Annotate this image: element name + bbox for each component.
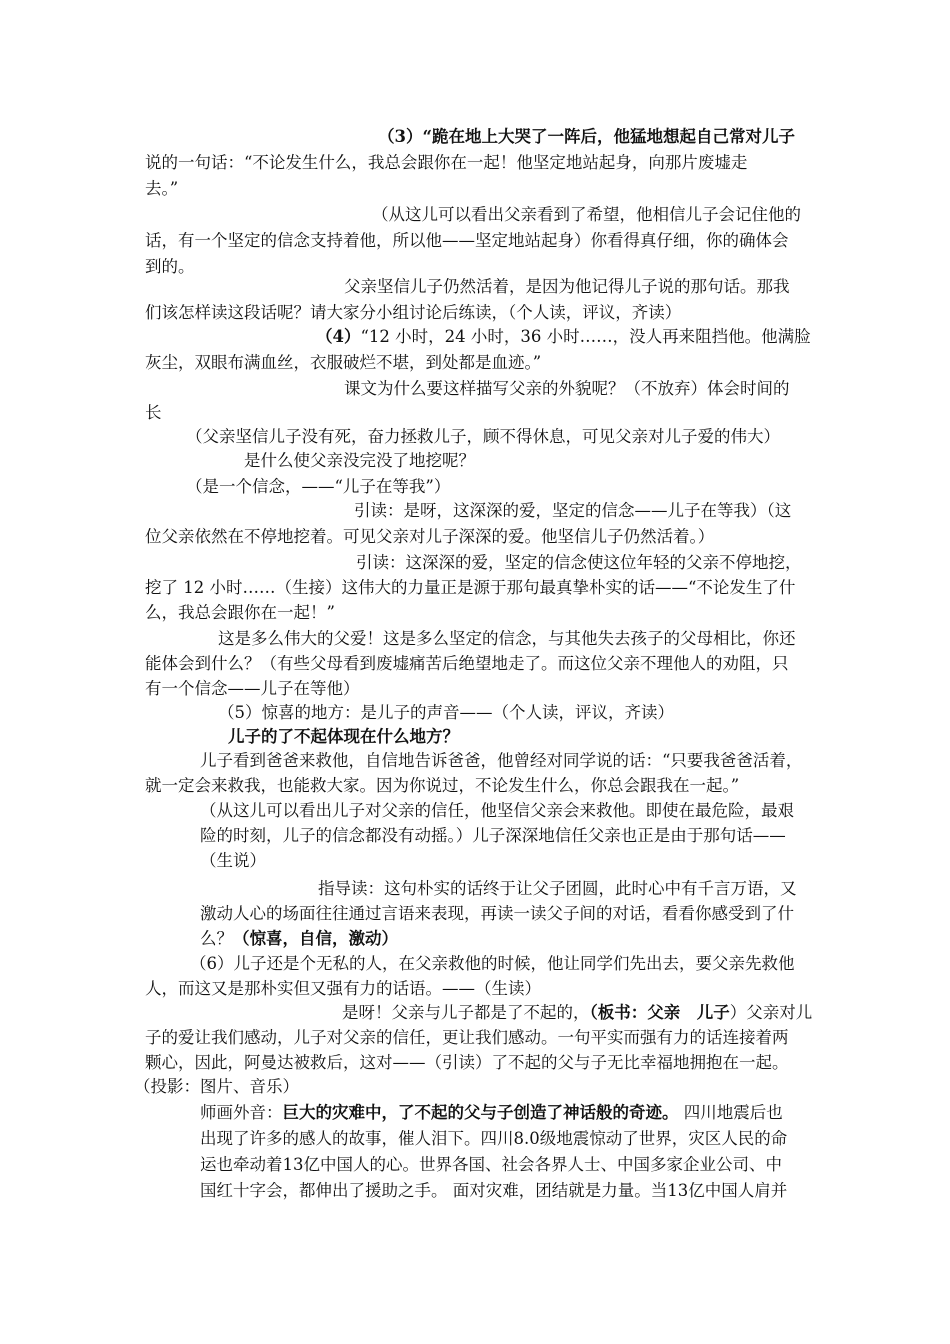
lead-read-2-line1: 引读：这深深的爱，坚定的信念使这位年轻的父亲不停地挖， [356,553,802,572]
son-trust-line1: （从这儿可以看出儿子对父亲的信任，他坚信父亲会来救他。即使在最危险，最艰 [200,801,794,820]
guided-read-line3 [200,926,398,952]
explanation-2-line1: 父亲坚信儿子仍然活着，是因为他记得儿子说的那句话。那我 [344,277,790,296]
son-section-heading: 儿子的了不起体现在什么地方？ [228,727,459,746]
summary-text-a: 是呀！父亲与儿子都是了不起的， [342,1003,590,1022]
lead-read-2-line2: 挖了 12 小时……（生接）这伟大的力量正是源于那句最真挚朴实的话——“不论发生了什 [145,578,796,597]
answer-father-belief: （父亲坚信儿子没有死，奋力拯救儿子，顾不得休息，可见父亲对儿子爱的伟大） [186,427,780,446]
paragraph-3-line1 [378,124,795,150]
lead-read-1-line1: 引读：是呀，这深深的爱，坚定的信念——儿子在等我）（这 [354,501,792,520]
fatherly-love-line2: 能体会到什么？（有些父母看到废墟痛苦后绝望地走了。而这位父亲不理他人的劝阻，只 [145,654,789,673]
explanation-1-line3: 到的。 [145,257,195,276]
voiceover-label: 师画外音： [200,1103,283,1122]
lead-read-1-line2: 位父亲依然在不停地挖着。可见父亲对儿子深深的爱。他坚信儿子仍然活着。） [145,527,715,546]
question-why-dig: 是什么使父亲没完没了地挖呢？ [244,451,475,470]
paragraph-3-text-1: （3）“跪在地上大哭了一阵后，他猛地想起自己常对儿子 [378,127,795,146]
son-trust-line3: （生说） [200,851,266,870]
blackboard-note: （板书：父亲 儿子 [589,1003,730,1022]
son-words-line1: 儿子看到爸爸来救他，自信地告诉爸爸，他曾经对同学说的话：“只要我爸爸活着， [200,751,803,770]
guided-read-question: 么？ [200,929,233,948]
paragraph-3-line2: 说的一句话：“不论发生什么，我总会跟你在一起！他坚定地站起身，向那片废墟走 [145,153,748,172]
summary-line2: 子的爱让我们感动，儿子对父亲的信任，更让我们感动。一句平实而强有力的话连接着两 [145,1028,789,1047]
guided-read-feelings: （惊喜，自信，激动） [233,929,398,948]
guided-read-line2: 激动人心的场面往往通过言语来表现，再读一读父子间的对话，看看你感受到了什 [200,904,794,923]
paragraph-4-label: （4） [316,327,361,346]
voiceover-line2: 出现了许多的感人的故事，催人泪下。四川8.0级地震惊动了世界，灾区人民的命 [200,1129,788,1148]
voiceover-emphasis: 巨大的灾难中，了不起的父与子创造了神话般的奇迹。 [282,1103,679,1122]
lead-read-2-line3: 么，我总会跟你在一起！” [145,603,335,622]
summary-line3: 颗心，因此，阿曼达被救后，这对——（引读）了不起的父与子无比幸福地拥抱在一起。 [145,1053,789,1072]
summary-text-b: ）父亲对儿 [729,1003,813,1022]
paragraph-4-quote: “12 小时，24 小时，36 小时……，没人再来阻挡他。他满脸 [360,327,811,346]
paragraph-4-line2: 灰尘，双眼布满血丝，衣服破烂不堪，到处都是血迹。” [145,353,542,372]
explanation-1-line1: （从这儿可以看出父亲看到了希望，他相信儿子会记住他的 [372,205,801,224]
explanation-2-line2: 们该怎样读这段话呢？请大家分小组讨论后练读，（个人读，评议，齐读） [145,303,682,322]
voiceover-text-a: 四川地震后也 [678,1103,783,1122]
paragraph-5: （5）惊喜的地方：是儿子的声音——（个人读，评议，齐读） [218,703,674,722]
son-trust-line2: 险的时刻，儿子的信念都没有动摇。）儿子深深地信任父亲也正是由于那句话—— [200,826,786,845]
paragraph-6-line1: （6）儿子还是个无私的人，在父亲救他的时候，他让同学们先出去，要父亲先救他 [190,954,795,973]
voiceover-line3: 运也牵动着13亿中国人的心。世界各国、社会各界人士、中国多家企业公司、中 [200,1155,782,1174]
question-appearance-line1: 课文为什么要这样描写父亲的外貌呢？（不放弃）体会时间的 [344,379,790,398]
voiceover-line4: 国红十字会，都伸出了援助之手。 面对灾难，团结就是力量。当13亿中国人肩并 [200,1181,788,1200]
summary-line4: （投影：图片、音乐） [134,1077,299,1096]
fatherly-love-line3: 有一个信念——儿子在等他） [145,679,360,698]
paragraph-3-line3: 去。” [145,179,179,198]
answer-belief: （是一个信念，——“儿子在等我”） [186,477,451,496]
summary-line1 [342,1000,812,1026]
question-appearance-line2: 长 [145,403,162,422]
son-words-line2: 就一定会来救我，也能救大家。因为你说过，不论发生什么，你总会跟我在一起。” [145,776,740,795]
voiceover-line1 [200,1100,783,1126]
paragraph-6-line2: 人，而这又是那朴实但又强有力的话语。——（生读） [145,979,541,998]
paragraph-4-line1 [316,324,811,350]
explanation-1-line2: 话，有一个坚定的信念支持着他，所以他——坚定地站起身）你看得真仔细，你的确体会 [145,231,789,250]
fatherly-love-line1: 这是多么伟大的父爱！这是多么坚定的信念，与其他失去孩子的父母相比，你还 [218,629,796,648]
guided-read-line1: 指导读：这句朴实的话终于让父子团圆，此时心中有千言万语，又 [318,879,797,898]
